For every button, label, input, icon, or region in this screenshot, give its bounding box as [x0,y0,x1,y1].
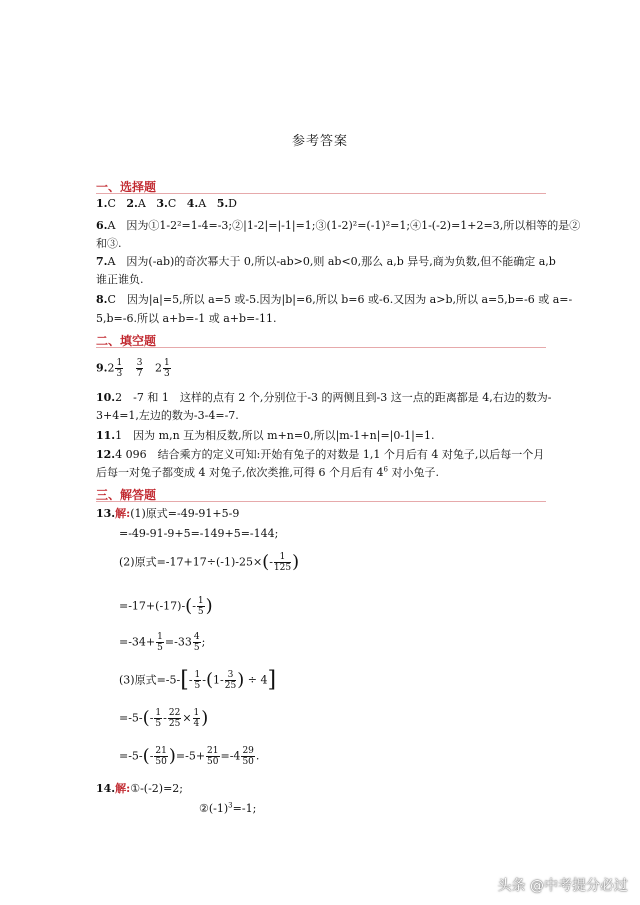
answer-14-line2: $②(-1)^3=-1$; [199,801,257,815]
answer-13-line4: =-17+(-17)-(- $\frac{1}{5}$ ) [119,595,213,617]
answers-1-5: 1.C 2.A 3.C 4.A 5.D [96,197,237,210]
section-heading-choice: 一、选择题 [96,180,157,194]
answer-8-line1: 8.C 因为|a|=5,所以 a=5 或-5.因为|b|=6,所以 b=6 或-6.又因为 a>b,所以 a=5,b=-6 或 a=- [96,293,573,306]
answer-12-line1: 12.4 096 结合乘方的定义可知:开始有兔子的对数是 1,1 个月后有 4 对兔子,以后每一个月 [96,448,545,461]
answer-10-line2: 3+4=1,左边的数为-3-4=-7. [96,409,239,422]
section-heading-solve: 三、解答题 [96,488,157,502]
answer-13-line8: =-5-(- $\frac{21}{50}$ )=-5+ $\frac{21}{50}$ =-4 $\frac{29}{50}$ . [119,745,260,767]
answer-10-line1: 10.2 -7 和 1 这样的点有 2 个,分别位于-3 的两侧且到-3 这一点的距离都是 4,右边的数为- [96,391,552,404]
answer-13-line2: =-49-91-9+5=-149+5=-144; [119,527,279,540]
answer-13-line6: (3)原式=-5-[- $\frac{1}{5}$ -(1- $\frac{3}{25}$ ) ÷ 4] [119,667,277,693]
section-divider [96,193,546,194]
answer-13-line5: =-34+ $\frac{1}{5}$ =-33 $\frac{4}{5}$ ; [119,632,206,653]
answer-13-line7: =-5-(- $\frac{1}{5}$ - $\frac{22}{25}$ × $\frac{1}{4}$ ) [119,707,209,729]
answer-12-line2: 后每一对兔子都变成 4 对兔子,依次类推,可得 6 个月后有 $4^6$ 对小兔子. [96,465,439,479]
answer-8-line2: 5,b=-6.所以 a+b=-1 或 a+b=-11. [96,312,277,325]
section-divider [96,347,546,348]
answer-13-line3: (2)原式=-17+17÷(-1)-25×(- $\frac{1}{125}$ ) [119,551,300,573]
section-heading-fill: 二、填空题 [96,334,157,348]
answer-14-line1: 14.解:①-(-2)=2; [96,782,184,795]
page-title: 参考答案 [291,134,348,149]
section-divider [96,501,546,502]
watermark: 头条 @中考提分必过 [497,878,628,894]
answer-6-line2: 和③. [96,237,122,250]
answer-7-line2: 谁正谁负. [96,273,144,286]
answer-13-line1: 13.解:(1)原式=-49-91+5-9 [96,507,240,520]
answer-9: 9.2 $\frac{1}{3}$ $\frac{3}{7}$ 2 $\frac{1}{3}$ [96,358,170,379]
answer-7-line1: 7.A 因为(-ab)的奇次幂大于 0,所以-ab>0,则 ab<0,那么 a,b 异号,商为负数,但不能确定 a,b [96,255,556,268]
answer-11: 11.1 因为 m,n 互为相反数,所以 m+n=0,所以|m-1+n|=|0-1|=1. [96,429,435,442]
answer-6-line1: 6.A 因为①1-2²=1-4=-3;②|1-2|=|-1|=1;③(1-2)²=(-1)²=1;④1-(-2)=1+2=3,所以相等的是② [96,219,581,232]
